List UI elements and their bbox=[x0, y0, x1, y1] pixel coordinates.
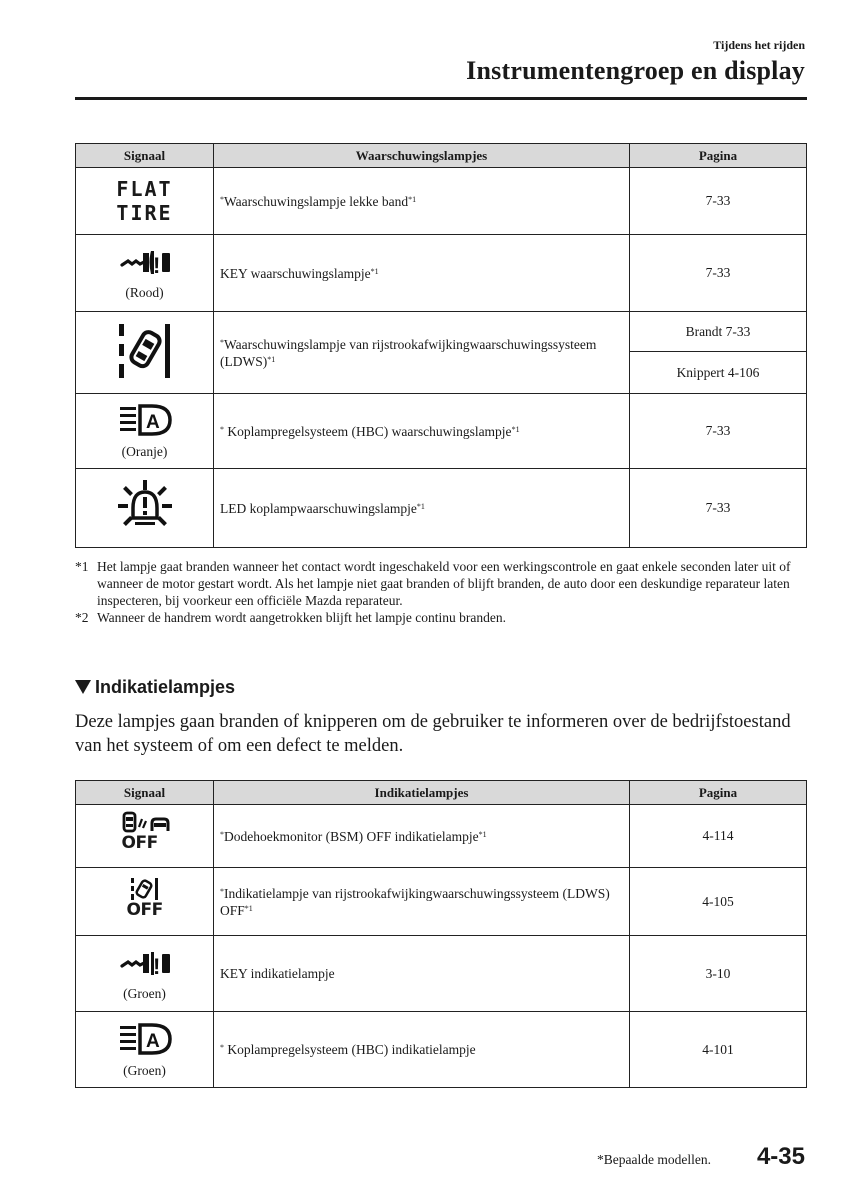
description-cell bbox=[214, 469, 630, 548]
table-row bbox=[76, 805, 807, 868]
table-row bbox=[76, 168, 807, 235]
flat-tire-icon bbox=[116, 177, 172, 225]
key-warning-icon bbox=[118, 245, 172, 279]
table-row bbox=[76, 235, 807, 312]
model-marker: * bbox=[220, 194, 224, 204]
signal-cell bbox=[76, 235, 214, 312]
model-marker: * bbox=[220, 424, 224, 434]
signal-cell bbox=[76, 168, 214, 235]
description-cell bbox=[214, 936, 630, 1012]
description-text: Koplampregelsysteem (HBC) waarschuwingslampje bbox=[224, 423, 512, 439]
signal-cell bbox=[76, 1012, 214, 1088]
description-text: Indikatielampje van rijstrookafwijkingwaarschuwingssysteem (LDWS) OFF bbox=[220, 885, 610, 918]
model-marker: * bbox=[220, 829, 224, 839]
footnote-mark: *1 bbox=[75, 559, 89, 574]
footnote-text: Het lampje gaat branden wanneer het contact wordt ingeschakeld voor een werkingscontrole en gaat enkele seconden later uit of wanneer de motor gestart wordt. Als het lampje niet gaat branden of blijft branden, de auto door een deskundige reparateur laten inspecteren, bij voorkeur een officiële Mazda reparateur. bbox=[97, 559, 791, 608]
high-beam-auto-icon bbox=[116, 402, 174, 438]
table-row bbox=[76, 868, 807, 936]
page-cell: 3-10 bbox=[630, 936, 807, 1012]
color-label: (Rood) bbox=[125, 285, 164, 300]
signal-cell bbox=[76, 469, 214, 548]
svg-text:!: ! bbox=[152, 253, 160, 278]
footnote bbox=[75, 609, 810, 626]
footnote bbox=[75, 558, 810, 609]
svg-text:!: ! bbox=[152, 953, 160, 979]
column-header-page: Pagina bbox=[630, 144, 807, 168]
table-row bbox=[76, 469, 807, 548]
led-headlight-warning-icon bbox=[115, 478, 175, 534]
high-beam-auto-icon bbox=[116, 1021, 174, 1057]
page-cell: 7-33 bbox=[630, 394, 807, 469]
color-label: (Groen) bbox=[123, 1062, 166, 1078]
description-cell bbox=[214, 235, 630, 312]
description-cell bbox=[214, 312, 630, 394]
svg-text:A: A bbox=[145, 412, 160, 433]
table-header-row bbox=[76, 781, 807, 805]
flat-tire-icon-text-bottom: TIRE bbox=[116, 201, 173, 225]
description-text: Koplampregelsysteem (HBC) indikatielampje bbox=[224, 1042, 476, 1057]
footnote-ref: *1 bbox=[478, 829, 487, 839]
flat-tire-icon-text-top: FLAT bbox=[116, 177, 173, 201]
signal-cell bbox=[76, 868, 214, 936]
description-text: Waarschuwingslampje lekke band bbox=[224, 193, 409, 209]
signal-cell bbox=[76, 312, 214, 394]
column-header-signal: Signaal bbox=[76, 781, 214, 805]
page-number: 4-35 bbox=[756, 1143, 805, 1170]
description-cell bbox=[214, 805, 630, 868]
bsm-car-glyph bbox=[118, 811, 172, 835]
description-cell bbox=[214, 168, 630, 235]
page-cell-flashing: Knippert 4-106 bbox=[630, 352, 807, 394]
header-rule bbox=[75, 97, 807, 100]
description-cell bbox=[214, 394, 630, 469]
signal-cell bbox=[76, 805, 214, 868]
footnotes bbox=[75, 558, 810, 626]
bsm-off-icon-text: OFF bbox=[121, 833, 158, 853]
ldws-off-icon-text: OFF bbox=[126, 899, 163, 920]
column-header-signal: Signaal bbox=[76, 144, 214, 168]
header-section: Tijdens het rijden bbox=[713, 38, 805, 52]
warning-table bbox=[75, 143, 807, 548]
description-text: KEY waarschuwingslampje bbox=[220, 265, 371, 281]
description-text: KEY indikatielampje bbox=[220, 966, 335, 981]
footnote-ref: *1 bbox=[408, 194, 417, 204]
ldws-off-icon bbox=[123, 876, 167, 924]
page-cell-lit: Brandt 7-33 bbox=[630, 312, 807, 352]
table-row bbox=[76, 936, 807, 1012]
page-cell: 4-105 bbox=[630, 868, 807, 936]
color-label: (Groen) bbox=[123, 985, 166, 1001]
model-marker: * bbox=[220, 337, 224, 347]
page-title: Instrumentengroep en display bbox=[466, 56, 805, 85]
section-heading bbox=[75, 677, 235, 698]
footnote-ref: *1 bbox=[370, 266, 379, 276]
description-cell bbox=[214, 1012, 630, 1088]
footnote-text: Wanneer de handrem wordt aangetrokken blijft het lampje continu branden. bbox=[97, 610, 507, 625]
lane-departure-icon bbox=[115, 318, 175, 384]
footnote-ref: *1 bbox=[416, 501, 425, 511]
page-cell: 4-101 bbox=[630, 1012, 807, 1088]
footnote-ref: *1 bbox=[244, 903, 253, 913]
page-cell: 4-114 bbox=[630, 805, 807, 868]
column-header-page: Pagina bbox=[630, 781, 807, 805]
section-heading-text: Indikatielampjes bbox=[95, 677, 236, 697]
color-label: (Oranje) bbox=[121, 444, 168, 459]
key-indicator-icon bbox=[118, 946, 172, 980]
triangle-bullet-icon bbox=[75, 680, 91, 694]
indicator-table bbox=[75, 780, 807, 1088]
signal-cell bbox=[76, 936, 214, 1012]
section-intro: Deze lampjes gaan branden of knipperen om de gebruiker te informeren over de bedrijfstoestand van het systeem of om een defect te melden. bbox=[75, 712, 791, 756]
page-cell: 7-33 bbox=[630, 168, 807, 235]
description-text: Waarschuwingslampje van rijstrookafwijkingwaarschuwingssysteem (LDWS) bbox=[220, 336, 597, 369]
column-header-warning-lights: Waarschuwingslampjes bbox=[214, 144, 630, 168]
column-header-indicator-lights: Indikatielampjes bbox=[214, 781, 630, 805]
svg-text:A: A bbox=[145, 1030, 160, 1052]
footnote-ref: *1 bbox=[267, 354, 276, 364]
bsm-off-icon bbox=[118, 811, 172, 857]
signal-cell bbox=[76, 394, 214, 469]
footnote-ref: *1 bbox=[511, 424, 520, 434]
footer-note: *Bepaalde modellen. bbox=[597, 1152, 711, 1167]
model-marker: * bbox=[220, 886, 224, 896]
table-row bbox=[76, 312, 807, 352]
table-row bbox=[76, 1012, 807, 1088]
table-row bbox=[76, 394, 807, 469]
footnote-mark: *2 bbox=[75, 610, 89, 625]
description-text: LED koplampwaarschuwingslampje bbox=[220, 500, 417, 516]
page-cell: 7-33 bbox=[630, 235, 807, 312]
table-header-row bbox=[76, 144, 807, 168]
model-marker: * bbox=[220, 1043, 224, 1052]
ldws-glyph bbox=[123, 876, 167, 902]
description-cell bbox=[214, 868, 630, 936]
description-text: Dodehoekmonitor (BSM) OFF indikatielampje bbox=[224, 828, 479, 844]
page-cell: 7-33 bbox=[630, 469, 807, 548]
